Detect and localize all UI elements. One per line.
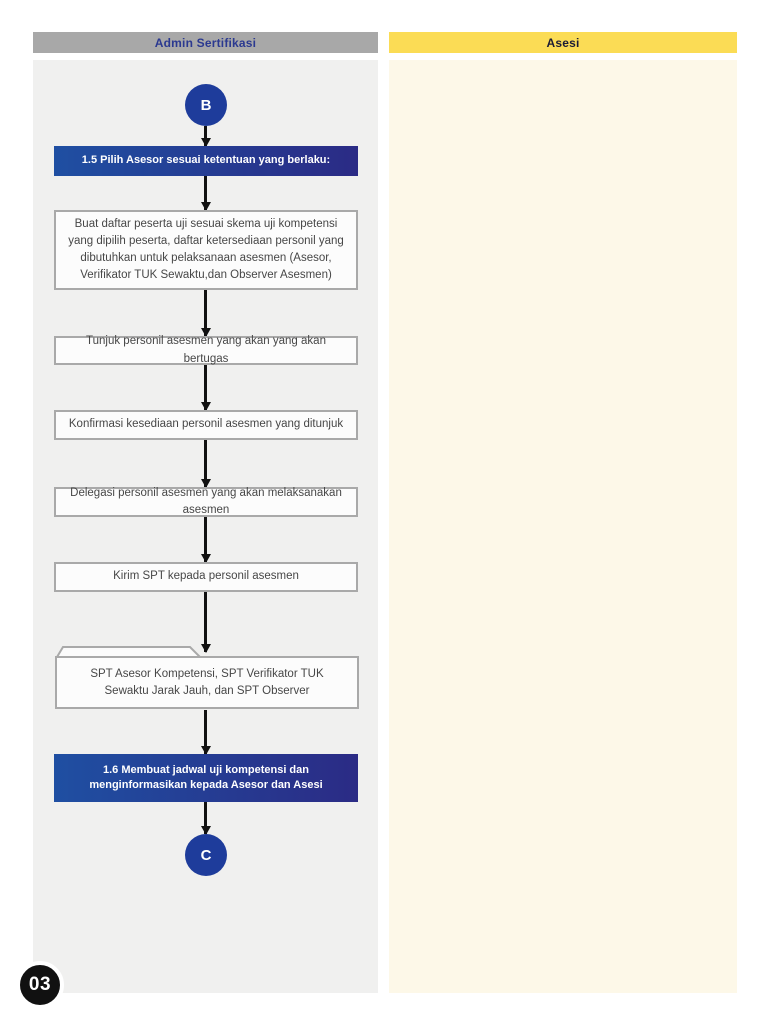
process-buat-daftar-peserta: Buat daftar peserta uji sesuai skema uji kompetensi yang dipilih peserta, daftar ketersediaan personil yang dibutuhkan untuk pelaksanaan asesmen (Asesor, Verifikator TUK Sewaktu,dan Observer Asesmen) [54, 210, 358, 290]
lane-body-asesi [389, 60, 737, 993]
process-kirim-spt: Kirim SPT kepada personil asesmen [54, 562, 358, 592]
process-delegasi-personil: Delegasi personil asesmen yang akan melaksanakan asesmen [54, 487, 358, 517]
process-step-1-5: 1.5 Pilih Asesor sesuai ketentuan yang berlaku: [54, 146, 358, 176]
lane-body-admin-sertifikasi [33, 60, 378, 993]
document-node-label: SPT Asesor Kompetensi, SPT Verifikator TUK Sewaktu Jarak Jauh, dan SPT Observer [90, 667, 324, 697]
flow-arrow [204, 710, 207, 754]
page-number-badge: 03 [16, 961, 64, 1009]
flow-arrow [204, 517, 207, 562]
flow-arrow [204, 802, 207, 834]
flow-arrow [204, 592, 207, 652]
connector-node-b: B [185, 84, 227, 126]
process-tunjuk-personil: Tunjuk personil asesmen yang akan yang akan bertugas [54, 336, 358, 365]
lane-header-admin-sertifikasi: Admin Sertifikasi [33, 32, 378, 53]
lane-header-asesi: Asesi [389, 32, 737, 53]
flow-arrow [204, 290, 207, 336]
connector-node-c: C [185, 834, 227, 876]
flow-arrow [204, 126, 207, 146]
document-node-spt [54, 646, 360, 710]
flow-arrow [204, 176, 207, 210]
flow-arrow [204, 440, 207, 487]
process-konfirmasi-kesediaan: Konfirmasi kesediaan personil asesmen yang ditunjuk [54, 410, 358, 440]
flow-arrow [204, 365, 207, 410]
process-step-1-6: 1.6 Membuat jadwal uji kompetensi dan menginformasikan kepada Asesor dan Asesi [54, 754, 358, 802]
